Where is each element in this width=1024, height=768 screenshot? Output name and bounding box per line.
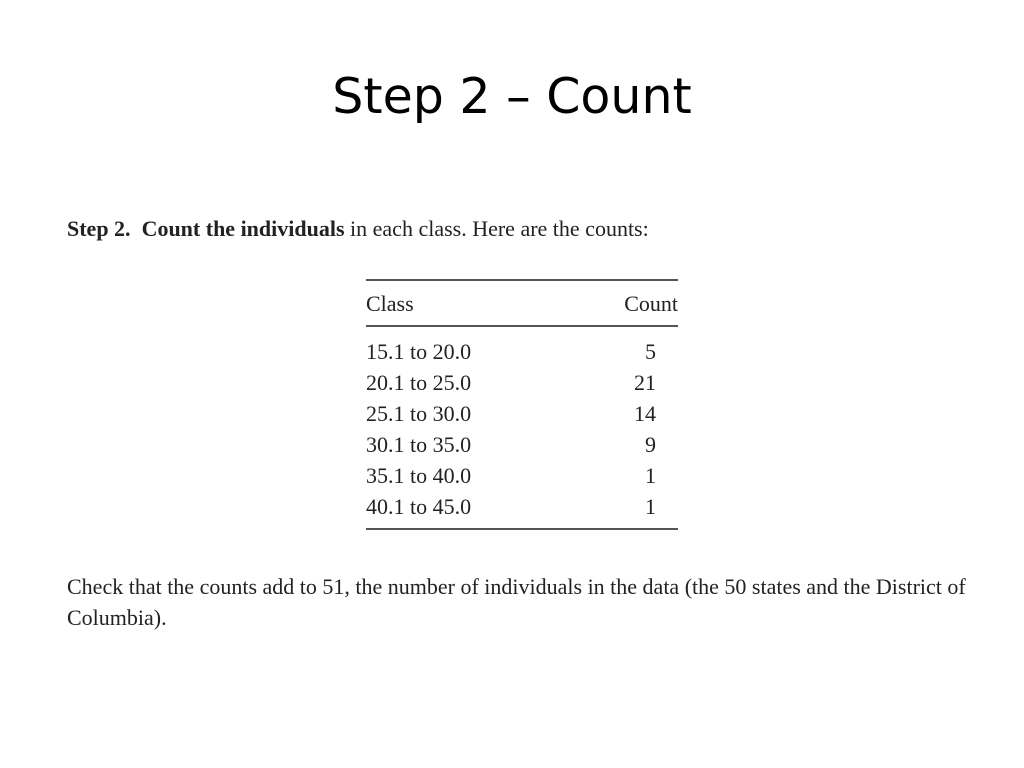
bold-phrase: Count the individuals [141, 216, 345, 241]
intro-rest: in each class. Here are the counts: [344, 216, 649, 241]
slide-title: Step 2 – Count [332, 68, 692, 125]
cell-count: 5 [645, 339, 656, 364]
table-row [366, 367, 678, 398]
table-row [366, 491, 678, 528]
header-class: Class [366, 281, 572, 326]
step-label: Step 2. [67, 216, 131, 241]
cell-count: 9 [645, 432, 656, 457]
table-row [366, 460, 678, 491]
table-row [366, 429, 678, 460]
cell-class: 15.1 to 20.0 [366, 339, 472, 364]
cell-class: 30.1 to 35.0 [366, 432, 472, 457]
counts-table [366, 281, 678, 528]
check-paragraph: Check that the counts add to 51, the number of individuals in the data (the 50 states and the District of Columbia). [67, 574, 966, 630]
cell-count: 1 [645, 494, 656, 519]
cell-count: 14 [634, 401, 656, 426]
cell-class: 25.1 to 30.0 [366, 401, 472, 426]
cell-class: 35.1 to 40.0 [366, 463, 472, 488]
counts-table-container [366, 279, 678, 530]
table-row [366, 326, 678, 367]
header-count: Count [572, 281, 678, 326]
cell-count: 21 [634, 370, 656, 395]
cell-class: 40.1 to 45.0 [366, 494, 472, 519]
cell-class: 20.1 to 25.0 [366, 370, 472, 395]
table-header-row [366, 281, 678, 326]
table-row [366, 398, 678, 429]
cell-count: 1 [645, 463, 656, 488]
intro-sentence [67, 214, 649, 244]
